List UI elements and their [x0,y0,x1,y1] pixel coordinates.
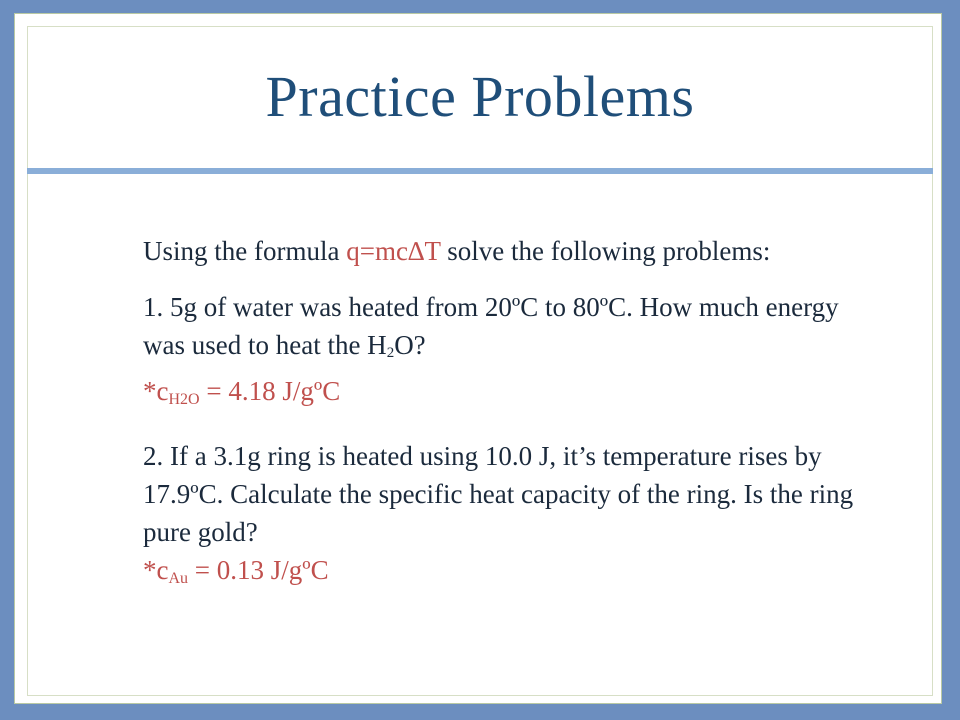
problem-2-const-prefix: *c [143,555,169,585]
problem-2-const-value: = 0.13 J/gºC [188,555,329,585]
title-divider [27,168,933,174]
problem-1-text: 1. 5g of water was heated from 20ºC to 80ºC. How much energy was used to heat the H [143,292,839,360]
problem-2 [143,437,863,598]
slide-body [143,232,863,616]
intro-paragraph [143,232,863,270]
slide-title: Practice Problems [265,64,695,129]
problem-1-constant [143,376,340,406]
problem-2-const-subscript: Au [168,570,189,587]
problem-1 [143,288,863,419]
problem-1-end: O? [394,330,426,360]
formula: q=mc∆T [346,236,441,266]
problem-1-const-subscript: H2O [168,391,200,408]
problem-1-const-prefix: *c [143,376,169,406]
problem-1-subscript: 2 [386,345,395,361]
problem-1-const-value: = 4.18 J/gºC [199,376,341,406]
problem-2-constant [143,555,329,585]
intro-text-before: Using the formula [143,236,347,266]
problem-2-text: 2. If a 3.1g ring is heated using 10.0 J, it’s temperature rises by 17.9ºC. Calculate the specific heat capacity of the ring. Is the ring pure gold? [143,441,854,547]
intro-text-after: solve the following problems: [440,236,771,266]
